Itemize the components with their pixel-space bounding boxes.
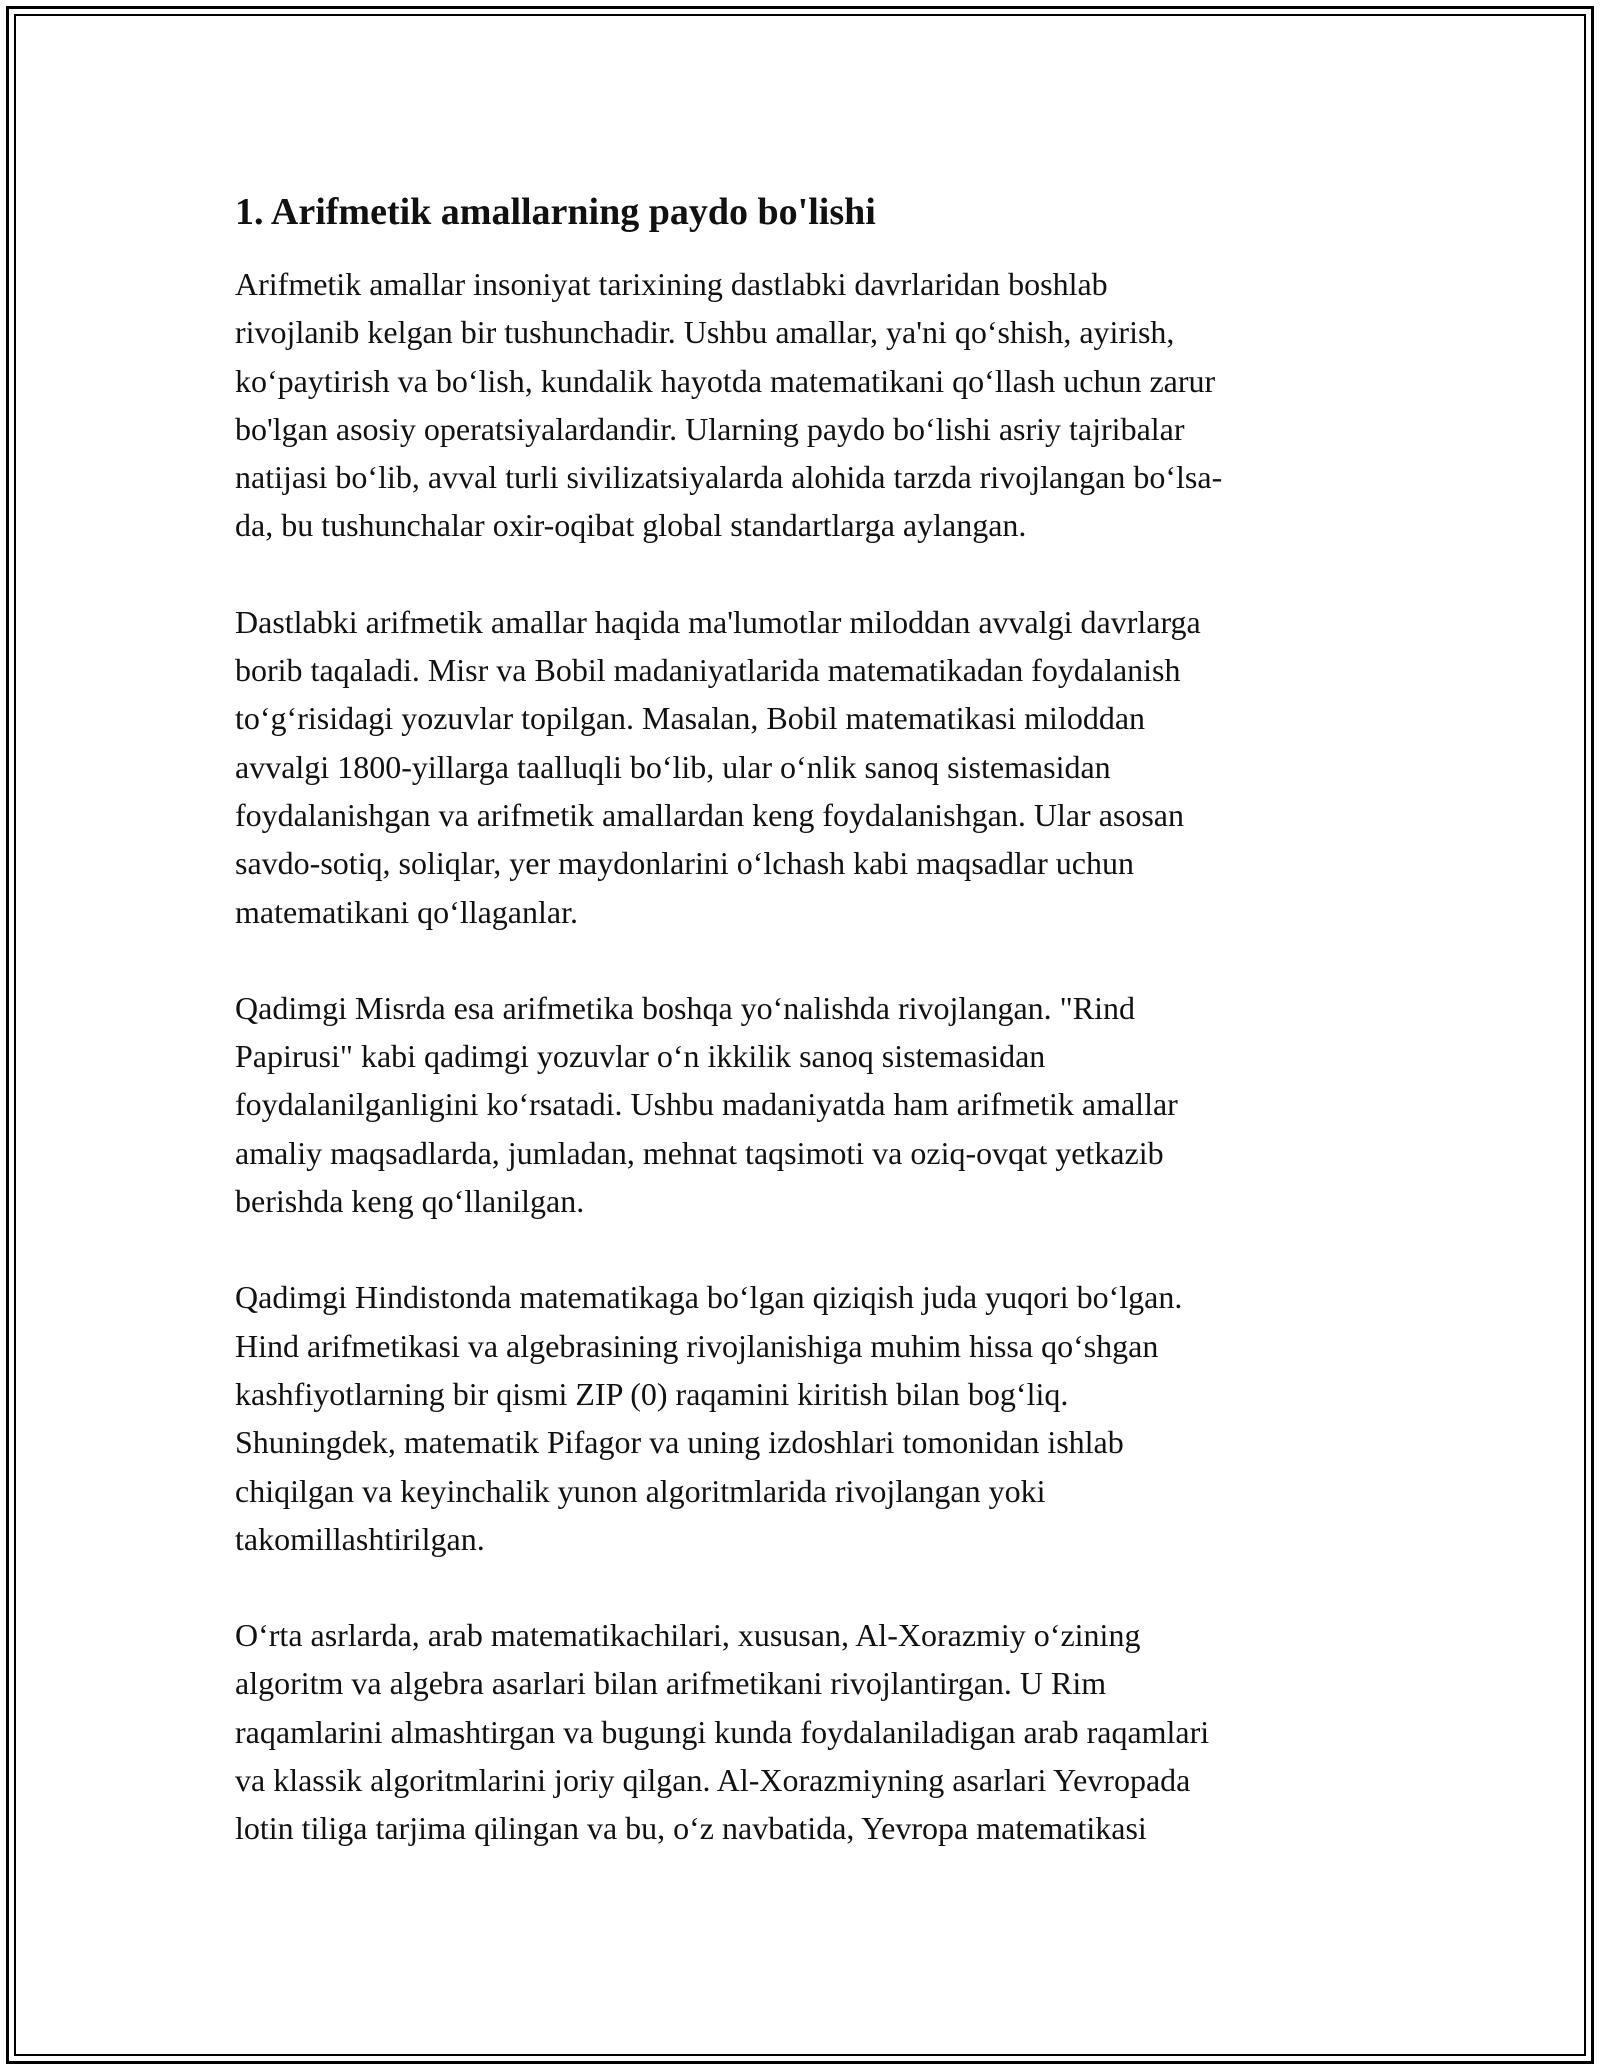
text-line: va klassik algoritmlarini joriy qilgan. Al-Xorazmiyning asarlari Yevropada: [235, 1762, 1191, 1799]
text-line: takomillashtirilgan.: [235, 1520, 485, 1557]
text-line: O‘rta asrlarda, arab matematikachilari, xususan, Al-Xorazmiy o‘zining: [235, 1617, 1141, 1654]
text-line: Papirusi" kabi qadimgi yozuvlar o‘n ikkilik sanoq sistemasidan: [235, 1038, 1046, 1075]
text-line: kashfiyotlarning bir qismi ZIP (0) raqamini kiritish bilan bog‘liq.: [235, 1375, 1069, 1412]
text-line: Dastlabki arifmetik amallar haqida ma'lumotlar miloddan avvalgi davrlarga: [235, 603, 1201, 640]
text-line: borib taqaladi. Misr va Bobil madaniyatlarida matematikadan foydalanish: [235, 652, 1181, 689]
text-line: savdo-sotiq, soliqlar, yer maydonlarini o‘lchash kabi maqsadlar uchun: [235, 845, 1134, 882]
text-line: bo'lgan asosiy operatsiyalardandir. Ularning paydo bo‘lishi asriy tajribalar: [235, 410, 1185, 447]
text-line: Qadimgi Misrda esa arifmetika boshqa yo‘nalishda rivojlangan. "Rind: [235, 989, 1135, 1026]
text-line: amaliy maqsadlarda, jumladan, mehnat taqsimoti va oziq-ovqat yetkazib: [235, 1134, 1164, 1171]
text-line: rivojlanib kelgan bir tushunchadir. Ushbu amallar, ya'ni qo‘shish, ayirish,: [235, 314, 1175, 351]
text-line: raqamlarini almashtirgan va bugungi kunda foydalaniladigan arab raqamlari: [235, 1713, 1210, 1750]
document-body: [235, 186, 1375, 1901]
text-line: berishda keng qo‘llanilgan.: [235, 1183, 585, 1220]
paragraph-3: [235, 984, 1375, 1225]
text-line: da, bu tushunchalar oxir-oqibat global standartlarga aylangan.: [235, 507, 1027, 544]
text-line: Arifmetik amallar insoniyat tarixining dastlabki davrlaridan boshlab: [235, 266, 1108, 302]
text-line: avvalgi 1800-yillarga taalluqli bo‘lib, ular o‘nlik sanoq sistemasidan: [235, 748, 1111, 785]
text-line: algoritm va algebra asarlari bilan arifmetikani rivojlantirgan. U Rim: [235, 1665, 1107, 1702]
paragraph-4: [235, 1273, 1375, 1563]
text-line: chiqilgan va keyinchalik yunon algoritmlarida rivojlangan yoki: [235, 1472, 1046, 1509]
paragraph-5: [235, 1611, 1375, 1852]
text-line: foydalanishgan va arifmetik amallardan keng foydalanishgan. Ular asosan: [235, 796, 1184, 833]
paragraph-1: [235, 260, 1375, 550]
text-line: Hind arifmetikasi va algebrasining rivojlanishiga muhim hissa qo‘shgan: [235, 1327, 1159, 1364]
text-line: ko‘paytirish va bo‘lish, kundalik hayotda matematikani qo‘llash uchun zarur: [235, 362, 1216, 399]
text-line: matematikani qo‘llaganlar.: [235, 893, 578, 930]
text-line: foydalanilganligini ko‘rsatadi. Ushbu madaniyatda ham arifmetik amallar: [235, 1086, 1178, 1123]
text-line: Shuningdek, matematik Pifagor va uning izdoshlari tomonidan ishlab: [235, 1424, 1124, 1461]
text-line: lotin tiliga tarjima qilingan va bu, o‘z navbatida, Yevropa matematikasi: [235, 1810, 1147, 1847]
paragraph-2: [235, 598, 1375, 936]
section-heading: 1. Arifmetik amallarning paydo bo'lishi: [235, 191, 876, 233]
text-line: Qadimgi Hindistonda matematikaga bo‘lgan qiziqish juda yuqori bo‘lgan.: [235, 1279, 1183, 1316]
text-line: natijasi bo‘lib, avval turli sivilizatsiyalarda alohida tarzda rivojlangan bo‘lsa-: [235, 459, 1223, 496]
text-line: to‘g‘risidagi yozuvlar topilgan. Masalan, Bobil matematikasi miloddan: [235, 700, 1146, 737]
